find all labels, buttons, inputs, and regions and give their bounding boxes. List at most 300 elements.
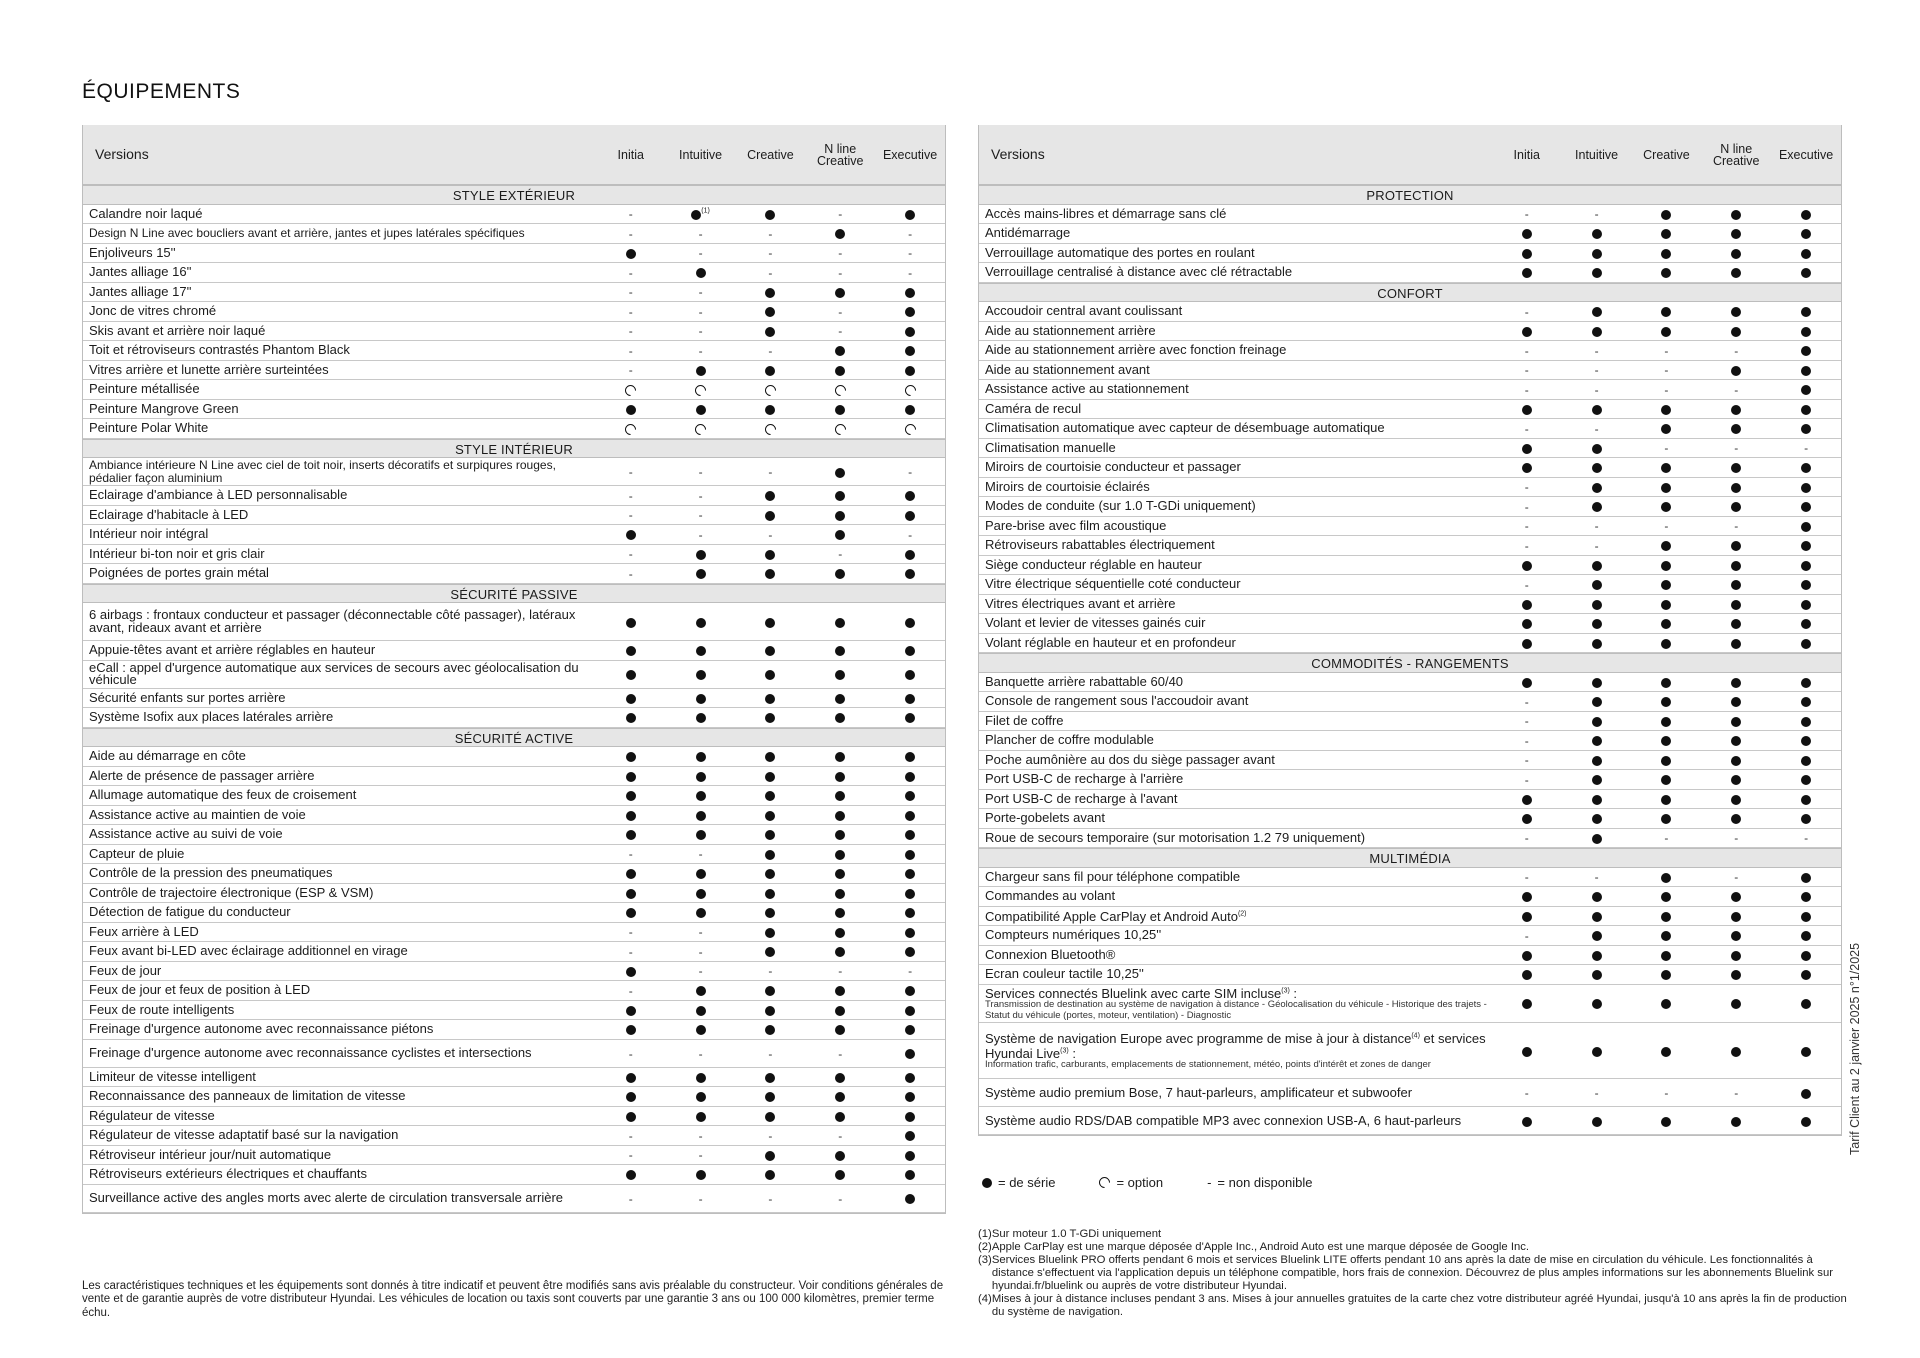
table-row: [83, 1107, 945, 1127]
standard-dot-icon: [696, 1006, 706, 1016]
availability-cell-value: [1801, 967, 1811, 982]
unavailable-dash: -: [1594, 421, 1599, 436]
availability-cell-value: [1522, 1113, 1532, 1128]
table-row: [979, 322, 1841, 342]
availability-cell-value: [696, 690, 706, 705]
availability-cell-value: [835, 401, 845, 416]
availability-initia: [1492, 518, 1562, 533]
availability-creative: [1632, 674, 1702, 689]
availability-cell-value: [1592, 635, 1602, 650]
availability-executive: [1771, 752, 1841, 767]
availability-cell-value: [765, 768, 775, 783]
standard-dot-icon: [1661, 999, 1671, 1009]
availability-creative: [1632, 947, 1702, 962]
availability-cell-value: [765, 323, 775, 338]
availability-cell-value: [1592, 265, 1602, 280]
availability-cell-value: [626, 710, 636, 725]
feature-label: [979, 207, 1492, 222]
feature-name: Aide au stationnement avant: [985, 361, 1150, 377]
availability-intuitive: [666, 807, 736, 822]
availability-cell-value: [765, 1089, 775, 1104]
standard-dot-icon: [691, 210, 701, 220]
availability-initia: [596, 1046, 666, 1061]
table-row: [979, 868, 1841, 888]
availability-cell-value: [696, 566, 706, 581]
availability-initia: [596, 690, 666, 705]
footnote-text: Apple CarPlay est une marque déposée d'Apple Inc., Android Auto est une marque déposée de Google Inc.: [991, 1241, 1530, 1253]
legend-unavailable: [1207, 1175, 1312, 1190]
availability-intuitive: [666, 924, 736, 939]
availability-creative: [736, 905, 806, 920]
footnote-item: [978, 1228, 1848, 1241]
availability-cell-value: [1522, 596, 1532, 611]
availability-initia: [1492, 772, 1562, 787]
standard-dot-icon: [1522, 814, 1532, 824]
availability-creative: [1632, 791, 1702, 806]
standard-dot-icon: [905, 550, 915, 560]
feature-name: Toit et rétroviseurs contrastés Phantom Black: [89, 342, 350, 357]
availability-intuitive: [1562, 499, 1632, 514]
standard-dot-icon: [1522, 561, 1532, 571]
availability-executive: [1771, 382, 1841, 397]
unavailable-dash: -: [1594, 382, 1599, 397]
availability-cell-value: [1661, 967, 1671, 982]
availability-n-line-creative: [805, 421, 875, 436]
footnote-text: Sur moteur 1.0 T-GDi uniquement: [991, 1228, 1162, 1240]
availability-executive: [875, 944, 945, 959]
table-row: [83, 825, 945, 845]
availability-cell-value: [765, 885, 775, 900]
unavailable-dash: -: [768, 465, 773, 479]
availability-executive: [875, 788, 945, 803]
unavailable-dash: -: [628, 363, 633, 378]
standard-dot-icon: [1731, 1047, 1741, 1057]
availability-cell-value: [1661, 713, 1671, 728]
availability-cell-value: [626, 963, 636, 978]
availability-executive: [875, 226, 945, 241]
availability-cell-value: [1661, 226, 1671, 241]
availability-cell-value: [1661, 772, 1671, 787]
availability-cell-value: [905, 343, 915, 358]
standard-dot-icon: [835, 646, 845, 656]
standard-dot-icon: [696, 618, 706, 628]
standard-dot-icon: [1801, 756, 1811, 766]
availability-cell-value: [1592, 713, 1602, 728]
availability-cell-value: [1801, 518, 1811, 533]
availability-n-line-creative: [1701, 421, 1771, 436]
availability-cell-value: [905, 827, 915, 842]
feature-name: Assistance active au maintien de voie: [89, 806, 306, 822]
availability-intuitive: [666, 1147, 736, 1162]
table-row: [83, 1001, 945, 1021]
availability-creative: [736, 343, 806, 358]
standard-dot-icon: [905, 1194, 915, 1204]
availability-intuitive: [666, 827, 736, 842]
availability-cell-value: [908, 245, 912, 260]
standard-dot-icon: [905, 811, 915, 821]
availability-cell-value: [626, 245, 636, 260]
standard-dot-icon: [1661, 951, 1671, 961]
section-header: MULTIMÉDIA: [979, 848, 1841, 868]
availability-intuitive: [666, 866, 736, 881]
availability-cell-value: [1801, 733, 1811, 748]
availability-intuitive: [666, 614, 736, 629]
availability-cell-value: [1592, 577, 1602, 592]
availability-n-line-creative: [1701, 206, 1771, 221]
availability-cell-value: [1522, 967, 1532, 982]
standard-dot-icon: [1661, 873, 1671, 883]
standard-dot-icon: [696, 670, 706, 680]
availability-intuitive: [666, 667, 736, 682]
standard-dot-icon: [765, 694, 775, 704]
availability-cell-value: [835, 749, 845, 764]
availability-cell-value: [1661, 499, 1671, 514]
availability-executive: [1771, 206, 1841, 221]
standard-dot-icon: [1801, 424, 1811, 434]
availability-initia: [1492, 304, 1562, 319]
standard-dot-icon: [765, 670, 775, 680]
availability-creative: [1632, 206, 1702, 221]
standard-dot-icon: [1661, 697, 1671, 707]
unavailable-dash: -: [628, 324, 633, 339]
feature-name: Sécurité enfants sur portes arrière: [89, 689, 286, 705]
availability-creative: [736, 527, 806, 542]
availability-initia: [596, 944, 666, 959]
standard-dot-icon: [1661, 502, 1671, 512]
availability-cell-value: [1592, 245, 1602, 260]
column-header-creative: Creative: [1643, 147, 1690, 162]
standard-dot-icon: [1801, 249, 1811, 259]
standard-dot-icon: [835, 986, 845, 996]
availability-cell-value: [1801, 908, 1811, 923]
standard-dot-icon: [1731, 463, 1741, 473]
unavailable-dash: -: [628, 508, 633, 523]
availability-executive: [875, 1002, 945, 1017]
availability-executive: [875, 464, 945, 479]
unavailable-dash: -: [768, 226, 773, 241]
section-header: COMMODITÉS - RANGEMENTS: [979, 653, 1841, 673]
table-row: [979, 712, 1841, 732]
availability-cell-value: [905, 421, 916, 436]
availability-cell-value: [765, 206, 775, 221]
availability-intuitive: [666, 1089, 736, 1104]
standard-dot-icon: [765, 550, 775, 560]
column-header-intuitive: Intuitive: [679, 147, 723, 162]
availability-cell-value: [699, 488, 703, 503]
standard-dot-icon: [1801, 307, 1811, 317]
standard-dot-icon: [1522, 678, 1532, 688]
availability-cell-value: [1801, 752, 1811, 767]
table-row: [979, 614, 1841, 634]
availability-cell-value: [1801, 460, 1811, 475]
availability-executive: [1771, 499, 1841, 514]
availability-cell-value: [765, 488, 775, 503]
availability-cell-value: [1661, 479, 1671, 494]
availability-intuitive: [666, 206, 736, 221]
availability-cell-value: [1664, 518, 1668, 533]
column-header-initia: Initia: [617, 147, 644, 162]
availability-cell-value: [905, 1167, 915, 1182]
unavailable-dash: -: [1664, 382, 1669, 397]
section-header: SÉCURITÉ ACTIVE: [83, 728, 945, 748]
standard-dot-icon: [696, 908, 706, 918]
availability-cell-value: [629, 488, 633, 503]
availability-initia: [596, 284, 666, 299]
standard-dot-icon: [765, 947, 775, 957]
standard-dot-icon: [1731, 502, 1741, 512]
availability-executive: [1771, 226, 1841, 241]
feature-name: Eclairage d'ambiance à LED personnalisable: [89, 487, 348, 502]
availability-cell-value: [1522, 635, 1532, 650]
availability-n-line-creative: [1701, 1113, 1771, 1128]
availability-cell-value: [1801, 1113, 1811, 1128]
availability-cell-value: [626, 866, 636, 881]
feature-label: [83, 886, 596, 901]
availability-cell-value: [1592, 674, 1602, 689]
availability-cell-value: [1525, 694, 1529, 709]
table-row: [83, 786, 945, 806]
feature-label: [979, 636, 1492, 651]
table-row: [979, 224, 1841, 244]
availability-cell-value: [699, 323, 703, 338]
availability-cell-value: [905, 382, 916, 397]
unavailable-dash: -: [1524, 343, 1529, 358]
feature-label: [979, 792, 1492, 807]
feature-label: [83, 458, 596, 485]
availability-cell-value: [835, 488, 845, 503]
unavailable-dash: -: [698, 324, 703, 339]
availability-intuitive: [1562, 596, 1632, 611]
footnote-item: [978, 1254, 1848, 1293]
availability-cell-value: [626, 905, 636, 920]
availability-cell-value: [696, 265, 706, 280]
availability-creative: [736, 226, 806, 241]
availability-n-line-creative: [805, 643, 875, 658]
availability-cell-value: [1525, 733, 1529, 748]
availability-initia: [1492, 343, 1562, 358]
table-row: [979, 497, 1841, 517]
standard-dot-icon: [1661, 756, 1671, 766]
availability-cell-value: [626, 1002, 636, 1017]
availability-cell-value: [1664, 343, 1668, 358]
availability-initia: [1492, 577, 1562, 592]
standard-dot-icon: [1522, 892, 1532, 902]
availability-cell-value: [1522, 908, 1532, 923]
feature-name: Roue de secours temporaire (sur motorisation 1.2 79 uniquement): [985, 829, 1366, 845]
availability-cell-value: [835, 226, 845, 241]
availability-cell-value: [626, 614, 636, 629]
availability-cell-value: [1522, 440, 1532, 455]
availability-cell-value: [1661, 245, 1671, 260]
unavailable-dash: -: [1524, 772, 1529, 787]
standard-dot-icon: [1801, 502, 1811, 512]
availability-creative: [1632, 713, 1702, 728]
unavailable-dash: -: [768, 1128, 773, 1143]
availability-cell-value: [1731, 226, 1741, 241]
availability-intuitive: [1562, 869, 1632, 884]
standard-dot-icon: [905, 694, 915, 704]
availability-cell-value: [1731, 1043, 1741, 1058]
unavailable-dash: -: [1734, 1086, 1739, 1101]
availability-cell-value: [1664, 1085, 1668, 1100]
standard-dot-icon: [1731, 541, 1741, 551]
availability-cell-value: [699, 963, 703, 978]
column-header-executive: Executive: [882, 147, 938, 162]
availability-cell-value: [905, 1147, 915, 1162]
feature-label: [979, 597, 1492, 612]
feature-label: [979, 246, 1492, 261]
availability-cell-value: [625, 421, 636, 436]
availability-cell-value: [1801, 996, 1811, 1011]
legend-standard: [982, 1175, 1055, 1190]
unavailable-dash: -: [908, 964, 913, 979]
feature-label: [979, 343, 1492, 358]
unavailable-dash: -: [1524, 480, 1529, 495]
feature-label: [979, 382, 1492, 397]
availability-cell-value: [699, 924, 703, 939]
standard-dot-icon: [1661, 912, 1671, 922]
unavailable-dash: -: [1524, 363, 1529, 378]
availability-n-line-creative: [1701, 304, 1771, 319]
availability-cell-value: [696, 546, 706, 561]
availability-cell-value: [835, 846, 845, 861]
standard-dot-icon: [1661, 483, 1671, 493]
availability-cell-value: [1731, 811, 1741, 826]
availability-creative: [1632, 694, 1702, 709]
availability-n-line-creative: [805, 885, 875, 900]
table-row: [83, 1020, 945, 1040]
availability-initia: [1492, 421, 1562, 436]
availability-cell-value: [905, 507, 915, 522]
availability-intuitive: [1562, 304, 1632, 319]
availability-initia: [596, 362, 666, 377]
unavailable-dash: -: [1594, 538, 1599, 553]
feature-name: Design N Line avec boucliers avant et arrière, jantes et jupes latérales spécifiques: [89, 226, 525, 240]
standard-dot-icon: [1731, 951, 1741, 961]
standard-dot-icon: [1661, 210, 1671, 220]
standard-dot-icon: [1522, 600, 1532, 610]
option-ring-icon: [623, 383, 639, 399]
feature-name: Reconnaissance des panneaux de limitation de vitesse: [89, 1088, 406, 1103]
standard-dot-icon: [835, 713, 845, 723]
feature-name: Jonc de vitres chromé: [89, 303, 217, 318]
availability-intuitive: [1562, 421, 1632, 436]
standard-dot-icon: [1731, 268, 1741, 278]
availability-intuitive: [666, 382, 736, 397]
availability-cell-value: [765, 1022, 775, 1037]
standard-dot-icon: [905, 307, 915, 317]
availability-cell-value: [835, 924, 845, 939]
feature-label: [979, 226, 1492, 241]
table-row: [979, 302, 1841, 322]
availability-cell-value: [699, 1046, 703, 1061]
availability-cell-value: [626, 885, 636, 900]
standard-dot-icon: [1731, 814, 1741, 824]
availability-intuitive: [1562, 206, 1632, 221]
feature-label: [979, 304, 1492, 319]
availability-cell-value: [629, 846, 633, 861]
availability-n-line-creative: [1701, 908, 1771, 923]
unavailable-dash: -: [1524, 870, 1529, 885]
availability-cell-value: [1661, 791, 1671, 806]
standard-dot-icon: [835, 468, 845, 478]
unavailable-dash: -: [628, 1046, 633, 1061]
standard-dot-icon: [905, 791, 915, 801]
feature-label: [979, 772, 1492, 787]
footnote-ref: (2): [1237, 910, 1247, 918]
feature-label: [83, 643, 596, 658]
standard-dot-icon: [905, 830, 915, 840]
availability-executive: [875, 323, 945, 338]
availability-cell-value: [629, 362, 633, 377]
availability-cell-value: [1525, 772, 1529, 787]
availability-cell-value: [1731, 1113, 1741, 1128]
availability-cell-value: [1661, 674, 1671, 689]
standard-dot-icon: [835, 850, 845, 860]
table-row: [979, 1023, 1841, 1079]
standard-dot-icon: [1592, 483, 1602, 493]
feature-label: [83, 769, 596, 784]
availability-cell-value: [1801, 226, 1811, 241]
availability-creative: [1632, 538, 1702, 553]
standard-dot-icon: [1801, 912, 1811, 922]
availability-cell-value: [1734, 1085, 1738, 1100]
availability-cell-value: [1801, 869, 1811, 884]
standard-dot-icon: [1661, 795, 1671, 805]
availability-intuitive: [1562, 440, 1632, 455]
standard-dot-icon: [1731, 756, 1741, 766]
standard-dot-icon: [835, 908, 845, 918]
availability-initia: [1492, 538, 1562, 553]
standard-dot-icon: [1592, 912, 1602, 922]
availability-cell-value: [696, 885, 706, 900]
availability-cell-value: [1661, 694, 1671, 709]
table-row: [979, 263, 1841, 283]
availability-cell-value: [768, 343, 772, 358]
unavailable-dash: -: [1594, 363, 1599, 378]
availability-cell-value: [905, 206, 915, 221]
availability-initia: [596, 464, 666, 479]
standard-dot-icon: [1801, 483, 1811, 493]
unavailable-dash: -: [1524, 714, 1529, 729]
availability-intuitive: [666, 749, 736, 764]
availability-cell-value: [1592, 401, 1602, 416]
feature-label: [83, 1022, 596, 1037]
standard-dot-icon: [765, 1025, 775, 1035]
availability-cell-value: [699, 304, 703, 319]
availability-executive: [875, 1069, 945, 1084]
availability-cell-value: [1525, 1085, 1529, 1100]
standard-dot-icon: [905, 1025, 915, 1035]
feature-name: Rétroviseurs rabattables électriquement: [985, 537, 1215, 552]
availability-intuitive: [666, 1046, 736, 1061]
availability-cell-value: [908, 963, 912, 978]
standard-dot-icon: [765, 327, 775, 337]
feature-label: [83, 925, 596, 940]
availability-cell-value: [699, 527, 703, 542]
feature-name: Ambiance intérieure N Line avec ciel de toit noir, inserts décoratifs et surpiqures rouges, pédalier façon aluminium: [89, 458, 556, 485]
feature-name: Filet de coffre: [985, 712, 1064, 728]
availability-n-line-creative: [1701, 1085, 1771, 1100]
availability-cell-value: [1734, 382, 1738, 397]
availability-cell-value: [1525, 382, 1529, 397]
availability-cell-value: [1664, 382, 1668, 397]
table-row: [979, 965, 1841, 985]
option-ring-icon: [763, 422, 779, 438]
availability-cell-value: [1525, 518, 1529, 533]
feature-name: Poignées de portes grain métal: [89, 565, 269, 580]
table-row: [979, 1107, 1841, 1135]
